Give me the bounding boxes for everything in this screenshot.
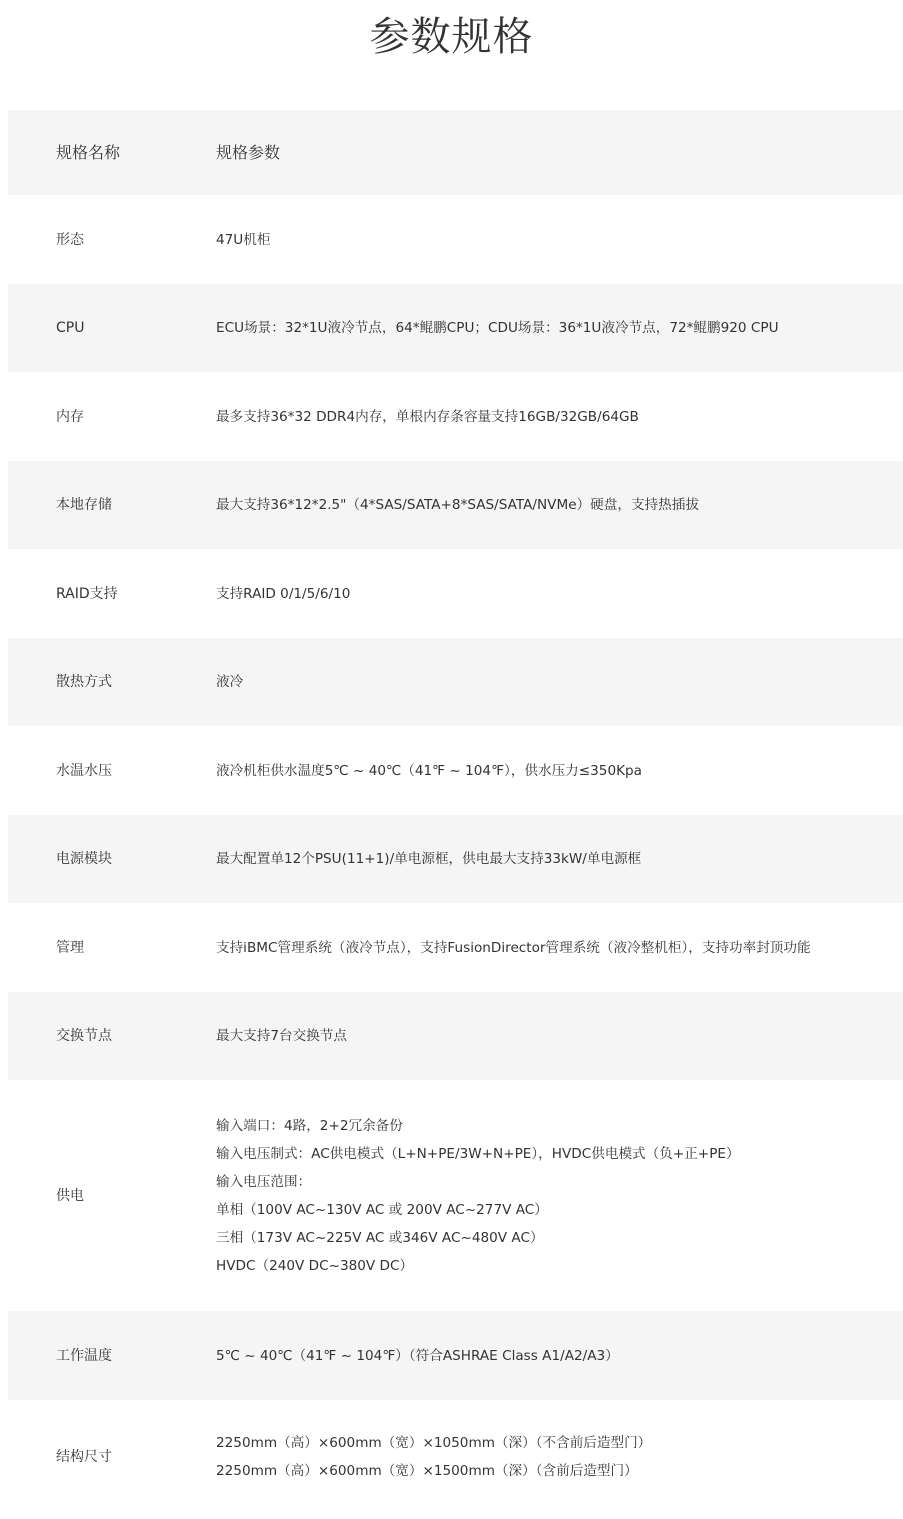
spec-name: RAID支持 [56, 585, 118, 602]
spec-name: 内存 [56, 408, 84, 425]
spec-name: 交换节点 [56, 1028, 112, 1044]
table-row [8, 1080, 903, 1311]
spec-value-line: HVDC（240V DC~380V DC） [216, 1257, 414, 1274]
spec-name: 形态 [56, 231, 84, 248]
spec-value-line: 支持RAID 0/1/5/6/10 [216, 585, 351, 602]
spec-value [216, 668, 903, 696]
spec-value-line: 2250mm（高）×600mm（宽）×1050mm（深）（不含前后造型门） [216, 1434, 652, 1451]
table-row [8, 461, 903, 549]
spec-value [216, 757, 903, 785]
spec-name: CPU [56, 320, 85, 336]
spec-value-line: 最大配置单12个PSU(11+1)/单电源框，供电最大支持33kW/单电源框 [216, 851, 642, 867]
spec-value [216, 580, 903, 608]
spec-name: 电源模块 [56, 851, 112, 867]
spec-value [216, 314, 903, 342]
spec-name: 水温水压 [56, 762, 112, 779]
spec-value-line: 输入端口：4路，2+2冗余备份 [216, 1117, 403, 1134]
table-row [8, 903, 903, 992]
spec-value-line: 2250mm（高）×600mm（宽）×1500mm（深）（含前后造型门） [216, 1462, 638, 1479]
table-row [8, 726, 903, 815]
table-row [8, 638, 903, 726]
spec-value-line: 支持iBMC管理系统（液冷节点），支持FusionDirector管理系统（液冷整机柜），支持功率封顶功能 [216, 939, 811, 956]
table-row [8, 815, 903, 903]
spec-value-line: 47U机柜 [216, 231, 271, 248]
table-row [8, 195, 903, 284]
spec-value [216, 491, 903, 519]
spec-value [216, 934, 903, 962]
header-value: 规格参数 [216, 142, 281, 162]
spec-value [216, 845, 903, 873]
spec-name: 管理 [56, 939, 84, 956]
spec-name: 供电 [56, 1187, 84, 1204]
spec-value-line: 输入电压制式：AC供电模式（L+N+PE/3W+N+PE），HVDC供电模式（负+正+PE） [216, 1145, 740, 1162]
spec-table [8, 110, 903, 1513]
spec-value-line: 单相（100V AC~130V AC 或 200V AC~277V AC） [216, 1201, 548, 1218]
spec-value-line: 最多支持36*32 DDR4内存，单根内存条容量支持16GB/32GB/64GB [216, 408, 639, 425]
spec-name: 工作温度 [56, 1347, 112, 1364]
spec-value [216, 226, 903, 254]
table-row [8, 549, 903, 638]
spec-value [216, 403, 903, 431]
page-title: 参数规格 [369, 14, 534, 60]
spec-name: 散热方式 [56, 674, 112, 690]
table-header-row [8, 110, 903, 195]
spec-value-line: 5℃ ~ 40℃（41℉ ~ 104℉）（符合ASHRAE Class A1/A2/A3） [216, 1347, 619, 1364]
spec-name: 结构尺寸 [56, 1448, 112, 1465]
table-row [8, 1311, 903, 1400]
spec-value [216, 1112, 903, 1280]
spec-value-line: 最大支持7台交换节点 [216, 1028, 347, 1044]
spec-value-line: 输入电压范围： [216, 1173, 312, 1190]
table-row [8, 372, 903, 461]
spec-value [216, 1429, 903, 1485]
spec-value [216, 1022, 903, 1050]
spec-value-line: 三相（173V AC~225V AC 或346V AC~480V AC） [216, 1229, 544, 1246]
spec-value-line: 最大支持36*12*2.5"（4*SAS/SATA+8*SAS/SATA/NVMe）硬盘，支持热插拔 [216, 497, 699, 513]
spec-value-line: 液冷 [216, 674, 244, 690]
spec-value-line: ECU场景：32*1U液冷节点，64*鲲鹏CPU；CDU场景：36*1U液冷节点，72*鲲鹏920 CPU [216, 320, 779, 336]
table-row [8, 992, 903, 1080]
table-row [8, 1400, 903, 1513]
spec-name: 本地存储 [56, 497, 112, 513]
spec-value-line: 液冷机柜供水温度5℃ ~ 40℃（41℉ ~ 104℉），供水压力≤350Kpa [216, 762, 642, 779]
header-name: 规格名称 [56, 142, 121, 162]
table-row [8, 284, 903, 372]
spec-value [216, 1342, 903, 1370]
